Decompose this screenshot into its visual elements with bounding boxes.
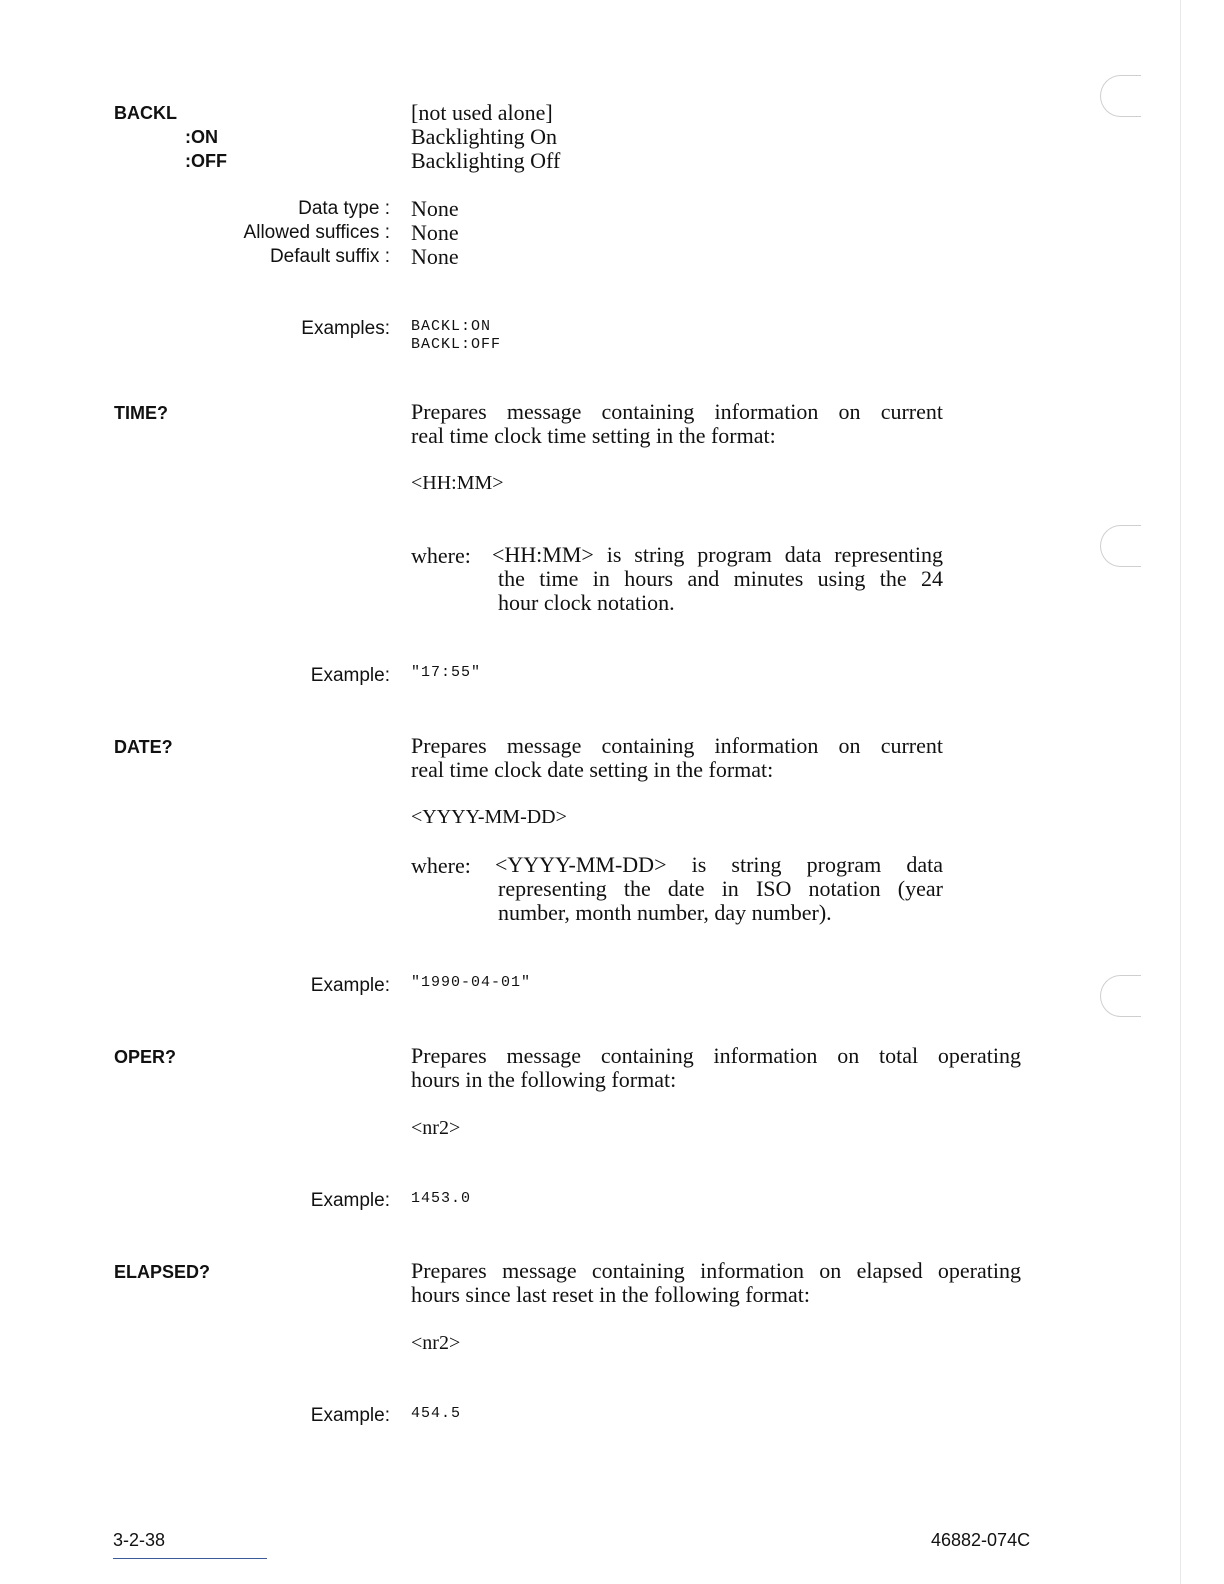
default-suffix-value: None [411, 244, 459, 269]
subcommand-off-description: Backlighting Off [411, 148, 561, 173]
example-code: 1453.0 [411, 1190, 472, 1207]
example-code: 454.5 [411, 1405, 462, 1422]
example-code: BACKL:OFF [411, 336, 502, 353]
punch-hole-mark [1100, 525, 1141, 567]
where-line: <HH:MM> is string program data representing [492, 542, 943, 567]
command-description [411, 1259, 1021, 1307]
where-line: the time in hours and minutes using the 24 [498, 566, 943, 591]
where-description [492, 543, 943, 615]
document-number: 46882-074C [931, 1530, 1031, 1550]
description-line: Prepares message containing information on current [411, 733, 943, 758]
example-code: "1990-04-01" [411, 974, 532, 991]
command-name: BACKL [114, 103, 177, 123]
example-label: Example: [310, 975, 390, 996]
examples-label: Examples: [301, 318, 390, 339]
page-margin-line [1180, 0, 1181, 1584]
where-line: <YYYY-MM-DD> is string program data [495, 852, 943, 877]
example-label: Example: [310, 665, 390, 686]
allowed-suffices-value: None [411, 220, 459, 245]
command-description: [not used alone] [411, 100, 553, 125]
description-line: real time clock date setting in the format: [411, 757, 774, 782]
where-description [495, 853, 943, 925]
where-line: number, month number, day number). [498, 900, 832, 925]
where-label: where: [411, 543, 471, 568]
subcommand-on-description: Backlighting On [411, 124, 558, 149]
where-line: hour clock notation. [498, 590, 675, 615]
response-format: <nr2> [411, 1117, 461, 1139]
example-code: "17:55" [411, 664, 482, 681]
response-format: <YYYY-MM-DD> [411, 806, 567, 828]
command-name: DATE? [114, 737, 173, 757]
data-type-label: Data type : [298, 198, 390, 219]
subcommand-on: :ON [185, 127, 218, 147]
description-line: real time clock time setting in the format: [411, 423, 776, 448]
where-line: representing the date in ISO notation (year [498, 876, 943, 901]
command-description [411, 1044, 1021, 1092]
response-format: <nr2> [411, 1332, 461, 1354]
command-name: ELAPSED? [114, 1262, 211, 1282]
command-description [411, 400, 943, 448]
subcommand-off: :OFF [185, 151, 227, 171]
command-name: TIME? [114, 403, 168, 423]
footer-rule [113, 1558, 267, 1559]
example-code: BACKL:ON [411, 318, 492, 335]
where-label: where: [411, 853, 471, 878]
punch-hole-mark [1100, 975, 1141, 1017]
example-label: Example: [310, 1190, 390, 1211]
page-number: 3-2-38 [113, 1530, 166, 1550]
allowed-suffices-label: Allowed suffices : [243, 222, 390, 243]
description-line: Prepares message containing information on elapsed operating [411, 1258, 1021, 1283]
description-line: hours in the following format: [411, 1067, 677, 1092]
command-description [411, 734, 943, 782]
command-name: OPER? [114, 1047, 177, 1067]
default-suffix-label: Default suffix : [269, 246, 390, 267]
description-line: Prepares message containing information on current [411, 399, 943, 424]
description-line: hours since last reset in the following format: [411, 1282, 810, 1307]
description-line: Prepares message containing information on total operating [411, 1043, 1021, 1068]
punch-hole-mark [1100, 75, 1141, 117]
example-label: Example: [310, 1405, 390, 1426]
data-type-value: None [411, 196, 459, 221]
response-format: <HH:MM> [411, 472, 504, 494]
